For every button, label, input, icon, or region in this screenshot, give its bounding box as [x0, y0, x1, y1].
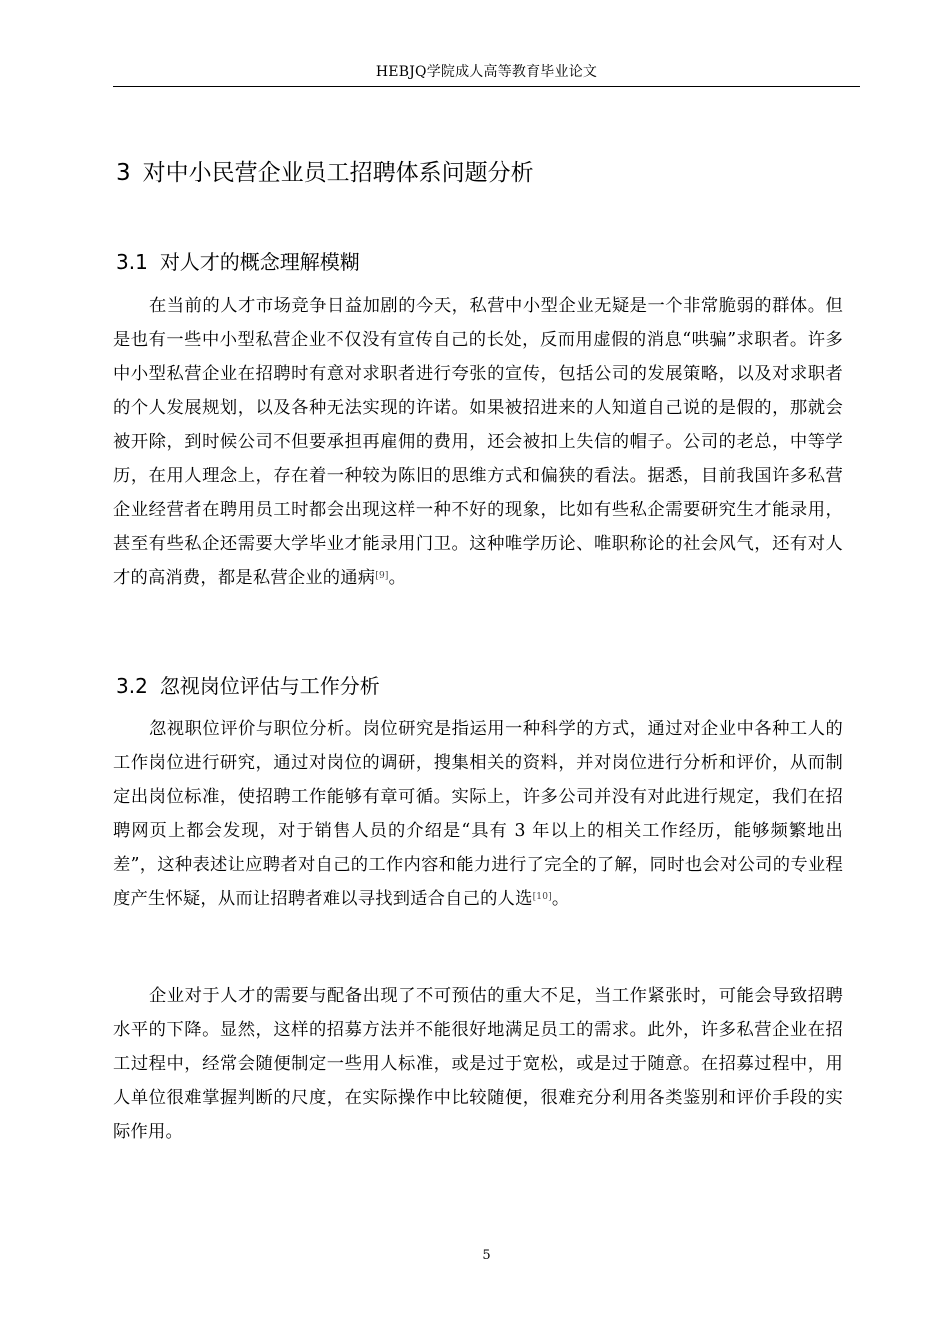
paragraph-end: 。 [388, 568, 407, 588]
paragraph-text: 在当前的人才市场竞争日益加剧的今天，私营中小型企业无疑是一个非常脆弱的群体。但是也有一些中小型私营企业不仅没有宣传自己的长处，反而用虚假的消息“哄骗”求职者。许多中小型私营企业在招聘时有意对求职者进行夸张的宣传，包括公司的发展策略，以及对求职者的个人发展规划，以及各种无法实现的许诺。如果被招进来的人知道自己说的是假的，那就会被开除，到时候公司不但要承担再雇佣的费用，还会被扣上失信的帽子。公司的老总，中等学历，在用人理念上，存在着一种较为陈旧的思维方式和偏狭的看法。据悉，目前我国许多私营企业经营者在聘用员工时都会出现这样一种不好的现象，比如有些私企需要研究生才能录用，甚至有些私企还需要大学毕业才能录用门卫。这种唯学历论、唯职称论的社会风气，还有对人才的高消费，都是私营企业的通病 [113, 296, 843, 588]
section-title-3-2 [116, 671, 380, 701]
page-number: 5 [482, 1248, 491, 1263]
section-title-text: 忽视岗位评估与工作分析 [159, 674, 380, 698]
chapter-number: 3 [116, 160, 131, 186]
chapter-title-text: 对中小民营企业员工招聘体系问题分析 [142, 160, 534, 186]
section-number: 3.1 [116, 250, 148, 274]
section-number: 3.2 [116, 674, 148, 698]
citation-marker: [10] [532, 892, 552, 902]
chapter-title [116, 156, 534, 190]
paragraph-end: 。 [551, 889, 570, 909]
paragraph-text: 企业对于人才的需要与配备出现了不可预估的重大不足，当工作紧张时，可能会导致招聘水平的下降。显然，这样的招募方法并不能很好地满足员工的需求。此外，许多私营企业在招工过程中，经常会随便制定一些用人标准，或是过于宽松，或是过于随意。在招募过程中，用人单位很难掌握判断的尺度，在实际操作中比较随便，很难充分利用各类鉴别和评价手段的实际作用。 [113, 986, 843, 1142]
running-header: HEBJQ学院成人高等教育毕业论文 [375, 64, 598, 80]
citation-marker: [9] [375, 571, 389, 581]
paragraph-text: 忽视职位评价与职位分析。岗位研究是指运用一种科学的方式，通过对企业中各种工人的工作岗位进行研究，通过对岗位的调研，搜集相关的资料，并对岗位进行分析和评价，从而制定出岗位标准，使招聘工作能够有章可循。实际上，许多公司并没有对此进行规定，我们在招聘网页上都会发现，对于销售人员的介绍是“具有 3 年以上的相关工作经历，能够频繁地出差”，这种表述让应聘者对自己的工作内容和能力进行了完全的了解，同时也会对公司的专业程度产生怀疑，从而让招聘者难以寻找到适合自己的人选 [113, 719, 843, 909]
paragraph-3-2-2 [113, 979, 843, 1149]
paragraph-3-1-1 [113, 289, 843, 595]
header-divider [113, 86, 860, 87]
section-title-3-1 [116, 247, 360, 277]
section-title-text: 对人才的概念理解模糊 [159, 250, 360, 274]
paragraph-3-2-1 [113, 712, 843, 916]
